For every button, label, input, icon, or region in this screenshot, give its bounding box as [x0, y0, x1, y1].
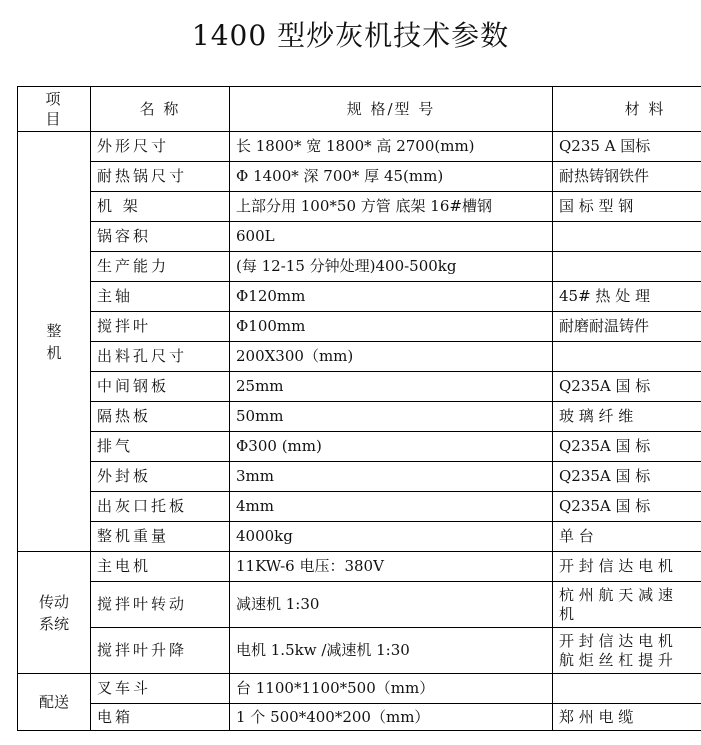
- cell-spec: 4mm: [230, 492, 553, 522]
- cell-spec: Φ120mm: [230, 282, 553, 312]
- cell-name: 锅容积: [91, 222, 230, 252]
- table-row: [18, 342, 701, 372]
- spec-table: [17, 86, 701, 731]
- table-row: [18, 674, 701, 704]
- table-row: [18, 252, 701, 282]
- cell-material: Q235 A 国标: [553, 132, 701, 162]
- cell-name: 主轴: [91, 282, 230, 312]
- page-title: 1400 型炒灰机技术参数: [191, 19, 510, 52]
- table-header-row: [18, 87, 701, 132]
- cell-name: 机 架: [91, 192, 230, 222]
- cell-spec: Φ 1400* 深 700* 厚 45(mm): [230, 162, 553, 192]
- cell-name: 搅拌叶: [91, 312, 230, 342]
- table-row: [18, 462, 701, 492]
- cell-spec: 50mm: [230, 402, 553, 432]
- cell-material: Q235A 国 标: [553, 432, 701, 462]
- table-row: [18, 372, 701, 402]
- cell-spec: Φ100mm: [230, 312, 553, 342]
- group-label: 配送: [18, 674, 91, 731]
- header-spec: 规 格/型 号: [230, 87, 553, 132]
- cell-material: [553, 252, 701, 282]
- cell-material: 45# 热 处 理: [553, 282, 701, 312]
- table-row: [18, 162, 701, 192]
- cell-name: 排气: [91, 432, 230, 462]
- cell-name: 外形尺寸: [91, 132, 230, 162]
- cell-name: 叉车斗: [91, 674, 230, 704]
- cell-name: 中间钢板: [91, 372, 230, 402]
- cell-spec: 台 1100*1100*500（mm）: [230, 674, 553, 704]
- cell-spec: 11KW-6 电压：380V: [230, 552, 553, 582]
- cell-name: 整机重量: [91, 522, 230, 552]
- cell-name: 耐热锅尺寸: [91, 162, 230, 192]
- cell-name: 搅拌叶转动: [91, 582, 230, 628]
- cell-material: [553, 342, 701, 372]
- cell-material: 国 标 型 钢: [553, 192, 701, 222]
- cell-material: [553, 222, 701, 252]
- cell-material: 耐热铸钢铁件: [553, 162, 701, 192]
- cell-material: 杭 州 航 天 减 速 机: [553, 582, 701, 628]
- table-row: [18, 282, 701, 312]
- header-item: 项 目: [18, 87, 91, 132]
- cell-spec: 4000kg: [230, 522, 553, 552]
- table-row: [18, 552, 701, 582]
- cell-spec: 25mm: [230, 372, 553, 402]
- table-row: [18, 522, 701, 552]
- cell-name: 隔热板: [91, 402, 230, 432]
- cell-name: 主电机: [91, 552, 230, 582]
- table-row: [18, 704, 701, 731]
- table-row: [18, 132, 701, 162]
- table-row: [18, 628, 701, 674]
- cell-material: Q235A 国 标: [553, 372, 701, 402]
- header-material: 材 料: [553, 87, 701, 132]
- cell-material: 开 封 信 达 电 机 航 炬 丝 杠 提 升: [553, 628, 701, 674]
- cell-spec: 长 1800* 宽 1800* 高 2700(mm): [230, 132, 553, 162]
- table-row: [18, 582, 701, 628]
- header-name: 名 称: [91, 87, 230, 132]
- cell-spec: 电机 1.5kw /减速机 1:30: [230, 628, 553, 674]
- cell-spec: (每 12-15 分钟处理)400-500kg: [230, 252, 553, 282]
- cell-name: 出灰口托板: [91, 492, 230, 522]
- cell-name: 出料孔尺寸: [91, 342, 230, 372]
- table-row: [18, 432, 701, 462]
- cell-material: 玻 璃 纤 维: [553, 402, 701, 432]
- table-row: [18, 222, 701, 252]
- group-label: 传动 系统: [18, 552, 91, 674]
- table-row: [18, 402, 701, 432]
- cell-material: [553, 674, 701, 704]
- cell-name: 搅拌叶升降: [91, 628, 230, 674]
- cell-spec: 3mm: [230, 462, 553, 492]
- cell-material: 耐磨耐温铸件: [553, 312, 701, 342]
- cell-name: 生产能力: [91, 252, 230, 282]
- cell-material: 开 封 信 达 电 机: [553, 552, 701, 582]
- cell-name: 电箱: [91, 704, 230, 731]
- cell-material: 郑 州 电 缆: [553, 704, 701, 731]
- cell-spec: 600L: [230, 222, 553, 252]
- table-row: [18, 312, 701, 342]
- cell-name: 外封板: [91, 462, 230, 492]
- cell-spec: Φ300 (mm): [230, 432, 553, 462]
- cell-spec: 200X300（mm): [230, 342, 553, 372]
- table-row: [18, 192, 701, 222]
- cell-material: Q235A 国 标: [553, 492, 701, 522]
- cell-spec: 1 个 500*400*200（mm）: [230, 704, 553, 731]
- cell-spec: 上部分用 100*50 方管 底架 16#槽钢: [230, 192, 553, 222]
- cell-material: 单 台: [553, 522, 701, 552]
- cell-material: Q235A 国 标: [553, 462, 701, 492]
- cell-spec: 减速机 1:30: [230, 582, 553, 628]
- group-label: 整 机: [18, 132, 91, 552]
- table-row: [18, 492, 701, 522]
